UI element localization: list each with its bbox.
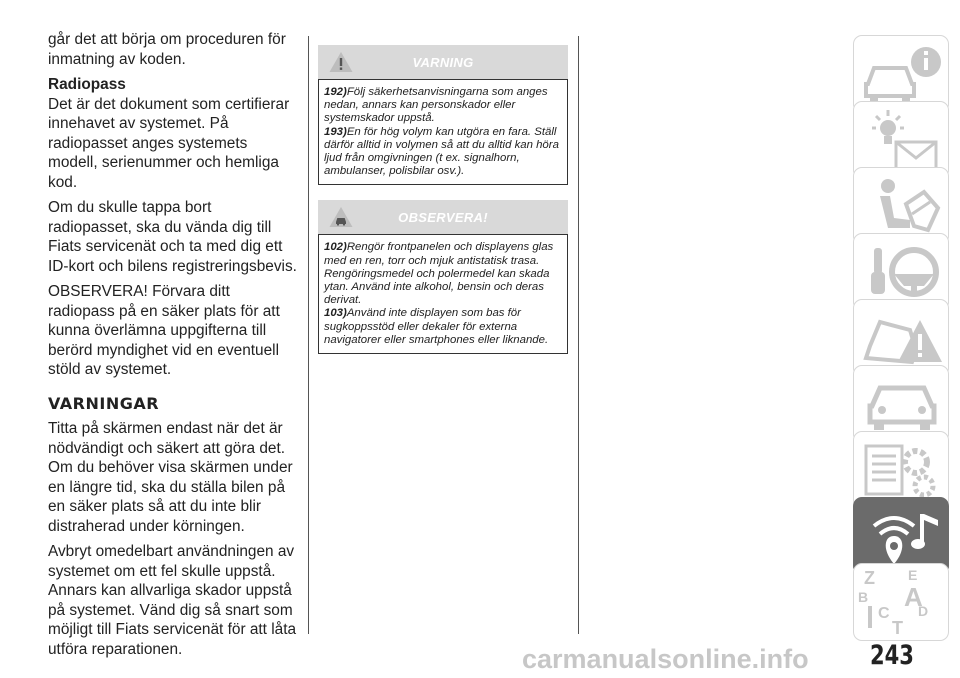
notice-title: OBSERVERA! bbox=[398, 210, 488, 226]
index-letter-d: D bbox=[918, 603, 929, 619]
warning-ref-192: 192) bbox=[324, 86, 347, 98]
notice-text-103: Använd inte displayen som bas för sugkoppsstöd eller dekaler för externa navigatorer eller smartphones eller liknande. bbox=[324, 307, 549, 346]
notice-text-102: Rengör frontpanelen och displayens glas med en ren, torr och mjuk antistatisk trasa. Rengöringsmedel och polermedel kan skada ytan. Använd inte alkohol, bensin och deras derivat. bbox=[324, 241, 554, 307]
notice-banner bbox=[318, 200, 568, 234]
paragraph-screen-warning: Titta på skärmen endast när det är nödvändigt och säkert att göra det. Om du behöver visa skärmen under en längre tid, ska du ställa bilen på en säker plats så att du inte blir distraherad under körningen. bbox=[48, 420, 293, 535]
index-letters-icon bbox=[854, 564, 950, 642]
warning-text-193: En för hög volym kan utgöra en fara. Ställ därför alltid in volymen så att du alltid kan höra ljud från omgivningen (t ex. signalhorn, ambulanser, polisbilar osv.). bbox=[324, 125, 559, 178]
paragraph-radiopass: Det är det dokument som certifierar innehavet av systemet. På radiopasset anges systemets modell, serienummer och hemliga kod. bbox=[48, 95, 290, 191]
index-letter-b: B bbox=[858, 589, 869, 605]
paragraph-observera: OBSERVERA! Förvara ditt radiopass på en säker plats för att kunna överlämna uppgifterna till berörd myndighet vid en eventuell stöld av systemet. bbox=[48, 283, 280, 378]
index-letter-z: Z bbox=[864, 568, 875, 588]
warning-item bbox=[324, 86, 564, 126]
index-letter-e: E bbox=[908, 567, 918, 583]
warning-text-192: Följ säkerhetsanvisningarna som anges nedan, annars kan personskador eller systemskador uppstå. bbox=[324, 86, 548, 125]
index-letter-a: A bbox=[904, 582, 923, 612]
chapter-tab-index[interactable] bbox=[853, 563, 949, 641]
warning-box bbox=[318, 79, 568, 185]
index-letter-t: T bbox=[892, 618, 903, 638]
index-letter-c: C bbox=[878, 605, 890, 622]
paragraph-lost-pass: Om du skulle tappa bort radiopasset, ska du vända dig till Fiats servicenät och ta med dig ett ID-kort och bilens registreringsbevis. bbox=[48, 199, 297, 275]
notice-ref-102: 102) bbox=[324, 241, 347, 254]
notice-item bbox=[324, 241, 564, 307]
paragraph-code-entry: går det att börja om proceduren för inmatning av koden. bbox=[48, 31, 286, 68]
warning-ref-193: 193) bbox=[324, 125, 347, 138]
watermark: carmanualsonline.info bbox=[522, 644, 809, 674]
warning-banner bbox=[318, 45, 568, 79]
notice-item bbox=[324, 307, 564, 347]
middle-column bbox=[318, 45, 568, 354]
warning-title: VARNING bbox=[412, 55, 474, 70]
paragraph-malfunction: Avbryt omedelbart användningen av systemet om ett fel skulle uppstå. Annars kan allvarliga skador uppstå på systemet. Vänd dig så snart som möjligt till Fiats servicenät för att låta utföra reparationen. bbox=[48, 543, 297, 658]
heading-varningar: VARNINGAR bbox=[48, 393, 160, 413]
left-column bbox=[48, 30, 298, 665]
warning-item bbox=[324, 126, 564, 179]
subheading-radiopass: Radiopass bbox=[48, 76, 126, 93]
notice-ref-103: 103) bbox=[324, 307, 347, 320]
column-divider-left bbox=[308, 36, 309, 634]
notice-box bbox=[318, 234, 568, 354]
column-divider-right bbox=[578, 36, 579, 634]
page-number: 243 bbox=[870, 640, 914, 671]
